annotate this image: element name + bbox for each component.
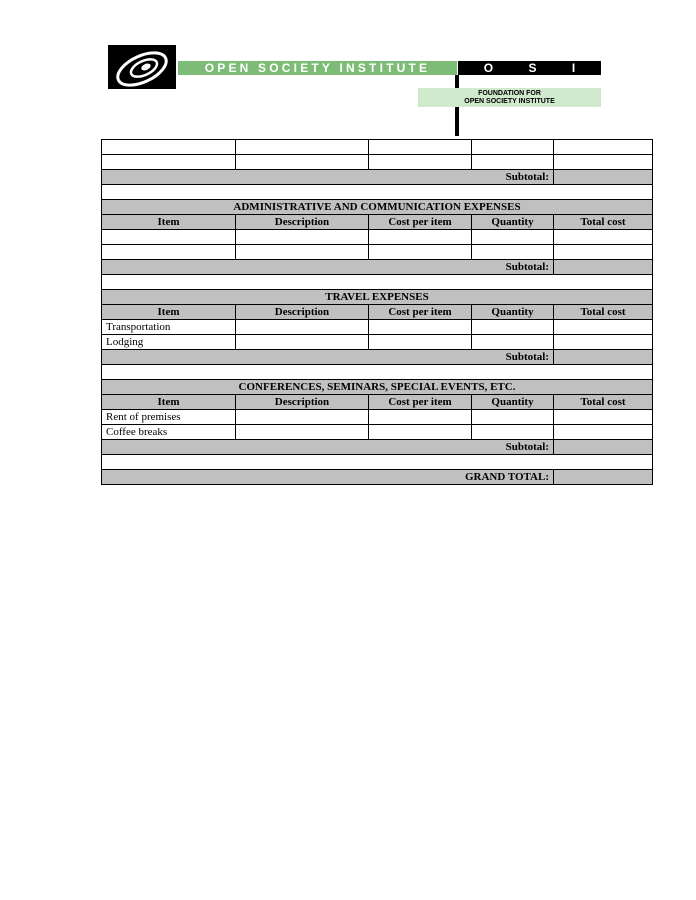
cell-description[interactable] (236, 335, 369, 350)
subtotal-label: Subtotal: (102, 260, 554, 275)
cell-description[interactable] (236, 425, 369, 440)
foundation-line: OPEN SOCIETY INSTITUTE (464, 98, 555, 105)
cell-item[interactable] (102, 245, 236, 260)
header-quantity: Quantity (472, 305, 554, 320)
spacer-row (102, 275, 653, 290)
section-title: ADMINISTRATIVE AND COMMUNICATION EXPENSES (102, 200, 653, 215)
org-name-bar: OPEN SOCIETY INSTITUTE (178, 61, 457, 75)
header-quantity: Quantity (472, 395, 554, 410)
cell-quantity[interactable] (472, 320, 554, 335)
header-total: Total cost (554, 395, 653, 410)
section-title: CONFERENCES, SEMINARS, SPECIAL EVENTS, ETC. (102, 380, 653, 395)
section-title-row (102, 380, 653, 395)
subtotal-value[interactable] (554, 440, 653, 455)
cell-total[interactable] (554, 410, 653, 425)
cell-item[interactable] (102, 155, 236, 170)
section-title: TRAVEL EXPENSES (102, 290, 653, 305)
cell-description[interactable] (236, 410, 369, 425)
org-letter: S (528, 61, 537, 75)
grand-total-row (102, 470, 653, 485)
spacer-row (102, 365, 653, 380)
table-row (102, 335, 653, 350)
cell-description[interactable] (236, 320, 369, 335)
header-total: Total cost (554, 305, 653, 320)
cell-description[interactable] (236, 155, 369, 170)
cell-total[interactable] (554, 335, 653, 350)
org-letter: I (571, 61, 576, 75)
spacer-row (102, 185, 653, 200)
column-header-row (102, 305, 653, 320)
cell-cost[interactable] (369, 320, 472, 335)
grand-total-value[interactable] (554, 470, 653, 485)
table-row (102, 410, 653, 425)
header-cost: Cost per item (369, 215, 472, 230)
section-title-row (102, 200, 653, 215)
table-row (102, 155, 653, 170)
header-description: Description (236, 395, 369, 410)
cell-quantity[interactable] (472, 410, 554, 425)
cell-item: Rent of premises (102, 410, 236, 425)
cell-item: Coffee breaks (102, 425, 236, 440)
cell-total[interactable] (554, 155, 653, 170)
column-header-row (102, 215, 653, 230)
header-quantity: Quantity (472, 215, 554, 230)
spacer-row (102, 455, 653, 470)
cell-cost[interactable] (369, 155, 472, 170)
cell-quantity[interactable] (472, 230, 554, 245)
cell-quantity[interactable] (472, 245, 554, 260)
cell-total[interactable] (554, 425, 653, 440)
grand-total-label: GRAND TOTAL: (102, 470, 554, 485)
org-letters-bar (458, 61, 601, 75)
subtotal-value[interactable] (554, 170, 653, 185)
cell-cost[interactable] (369, 140, 472, 155)
cell-cost[interactable] (369, 425, 472, 440)
cell-total[interactable] (554, 230, 653, 245)
foundation-line: FOUNDATION FOR (478, 90, 541, 97)
section-title-row (102, 290, 653, 305)
cell-total[interactable] (554, 245, 653, 260)
osi-logo (108, 45, 176, 89)
subtotal-value[interactable] (554, 350, 653, 365)
header-description: Description (236, 215, 369, 230)
header-total: Total cost (554, 215, 653, 230)
cell-item[interactable] (102, 140, 236, 155)
table-row (102, 320, 653, 335)
subtotal-label: Subtotal: (102, 440, 554, 455)
cell-quantity[interactable] (472, 155, 554, 170)
foundation-label (418, 88, 601, 107)
cell-item: Lodging (102, 335, 236, 350)
header-cost: Cost per item (369, 395, 472, 410)
subtotal-value[interactable] (554, 260, 653, 275)
cell-item[interactable] (102, 230, 236, 245)
cell-description[interactable] (236, 245, 369, 260)
cell-cost[interactable] (369, 245, 472, 260)
header-description: Description (236, 305, 369, 320)
subtotal-label: Subtotal: (102, 170, 554, 185)
header-item: Item (102, 215, 236, 230)
table-row (102, 140, 653, 155)
header-item: Item (102, 305, 236, 320)
cell-quantity[interactable] (472, 140, 554, 155)
cell-description[interactable] (236, 140, 369, 155)
cell-quantity[interactable] (472, 335, 554, 350)
subtotal-row (102, 170, 653, 185)
cell-item: Transportation (102, 320, 236, 335)
org-letter: O (483, 61, 494, 75)
table-row (102, 425, 653, 440)
budget-table (101, 139, 653, 485)
cell-total[interactable] (554, 320, 653, 335)
header-cost: Cost per item (369, 305, 472, 320)
column-header-row (102, 395, 653, 410)
cell-cost[interactable] (369, 335, 472, 350)
subtotal-label: Subtotal: (102, 350, 554, 365)
subtotal-row (102, 350, 653, 365)
cell-total[interactable] (554, 140, 653, 155)
subtotal-row (102, 260, 653, 275)
subtotal-row (102, 440, 653, 455)
cell-cost[interactable] (369, 410, 472, 425)
swirl-logo-icon (108, 45, 176, 89)
header-item: Item (102, 395, 236, 410)
cell-cost[interactable] (369, 230, 472, 245)
table-row (102, 245, 653, 260)
cell-description[interactable] (236, 230, 369, 245)
cell-quantity[interactable] (472, 425, 554, 440)
table-row (102, 230, 653, 245)
